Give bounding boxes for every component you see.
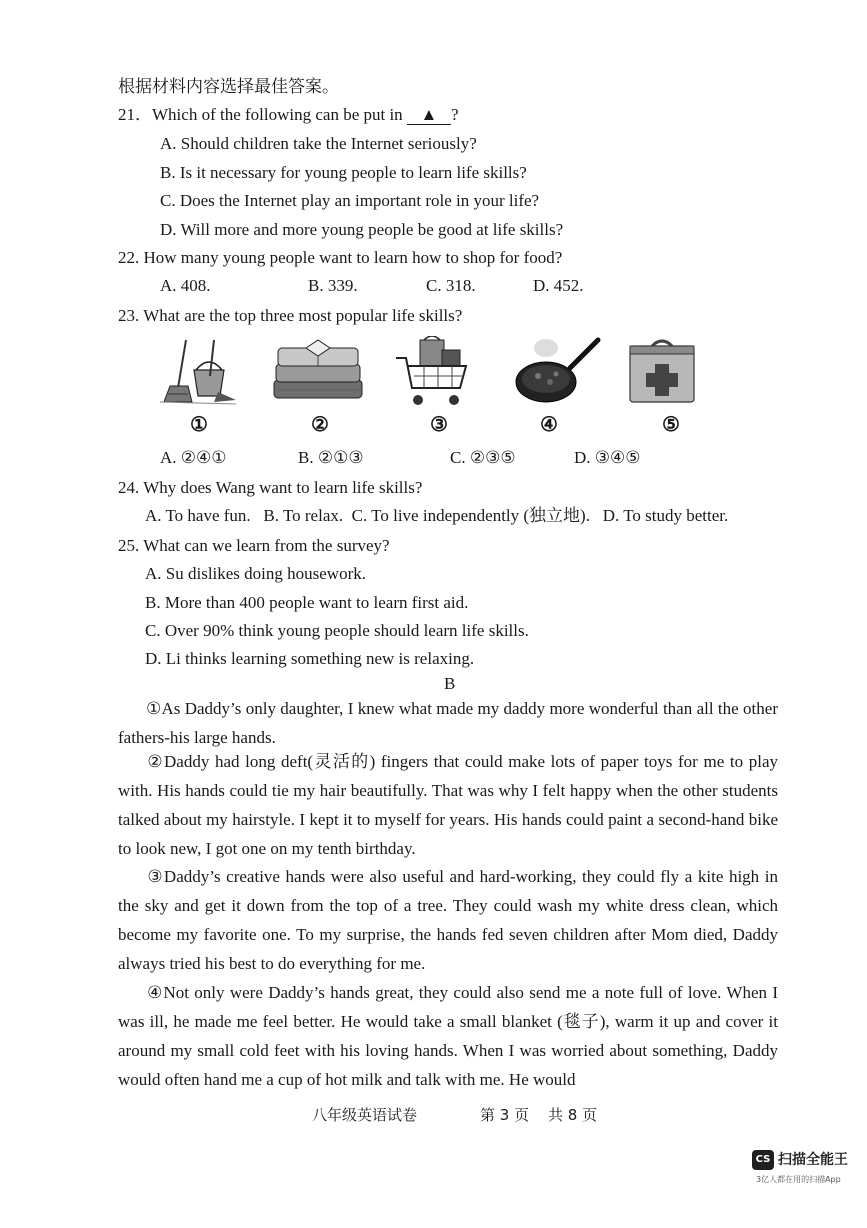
q21-blank: ▲: [407, 106, 451, 125]
q22-option-c: C. 318.: [426, 276, 476, 295]
q21-option-a: A. Should children take the Internet seriously?: [160, 134, 477, 153]
footer-paper-title: 八年级英语试卷: [312, 1106, 418, 1124]
q21-stem-text: 21．Which of the following can be put in: [118, 105, 407, 124]
q24-options: A. To have fun. B. To relax. C. To live independently (独立地). D. To study better.: [145, 506, 729, 525]
q22-option-d: D. 452.: [533, 276, 584, 295]
q21-end: ?: [450, 105, 459, 124]
picture-number-4: ④: [540, 414, 558, 436]
folded-clothes-icon: [268, 336, 368, 408]
passage-paragraph-3: [118, 862, 778, 978]
footer-page-number: 第 3 页: [480, 1106, 530, 1124]
footer-total-pages: 共 8 页: [548, 1106, 598, 1124]
q25-option-b: B. More than 400 people want to learn first aid.: [145, 593, 469, 612]
scanner-logo-badge: CS: [752, 1150, 774, 1170]
first-aid-kit-icon: [624, 336, 700, 408]
q25-option-c: C. Over 90% think young people should learn life skills.: [145, 621, 529, 640]
q22-option-b: B. 339.: [308, 276, 358, 295]
q23-option-d: D. ③④⑤: [574, 448, 641, 467]
q24-stem: 24. Why does Wang want to learn life skills?: [118, 478, 423, 497]
q21-option-c: C. Does the Internet play an important role in your life?: [160, 191, 540, 210]
q25-stem: 25. What can we learn from the survey?: [118, 536, 390, 555]
shopping-cart-icon: [394, 336, 474, 408]
q21-stem: [118, 104, 458, 126]
scanner-logo-tagline: 3亿人都在用的扫描App: [756, 1175, 841, 1184]
picture-number-2: ②: [311, 414, 329, 436]
passage-paragraph-1-text: ①As Daddy’s only daughter, I knew what made my daddy more wonderful than all the other fathers-his large hands.: [118, 699, 778, 747]
q25-option-d: D. Li thinks learning something new is relaxing.: [145, 649, 475, 668]
section-b-heading: B: [444, 674, 456, 693]
q21-option-b: B. Is it necessary for young people to learn life skills?: [160, 163, 527, 182]
passage-paragraph-2: [118, 747, 778, 863]
picture-number-1: ①: [190, 414, 208, 436]
q22-option-a: A. 408.: [160, 276, 211, 295]
scanner-logo-name: 扫描全能王: [778, 1152, 848, 1168]
q23-stem: 23. What are the top three most popular life skills?: [118, 306, 463, 325]
scanner-watermark: [752, 1150, 862, 1190]
passage-paragraph-4-text: ④Not only were Daddy’s hands great, they could also send me a note full of love. When I was ill, he made me feel better. He would take a small blanket (毯子), warm it up and cover it around my small cold feet with his loving hands. When I was worried about something, Daddy would often hand me a cup of hot milk and talk with me. He would: [118, 983, 778, 1089]
q21-option-d: D. Will more and more young people be good at life skills?: [160, 220, 564, 239]
picture-number-3: ③: [430, 414, 448, 436]
q23-option-b: B. ②①③: [298, 448, 364, 467]
passage-paragraph-1: [118, 694, 778, 752]
picture-number-5: ⑤: [662, 414, 680, 436]
instruction: 根据材料内容选择最佳答案。: [118, 77, 339, 96]
passage-paragraph-3-text: ③Daddy’s creative hands were also useful and hard-working, they could fly a kite high in the sky and get it down from the top of a tree. They could wash my white dress clean, which become my favorite one. To my surprise, the hands fed seven children after Mom died, Daddy always tried his best to do everything for me.: [118, 867, 778, 973]
passage-paragraph-4: [118, 978, 778, 1094]
broom-bucket-icon: [158, 336, 238, 408]
q23-option-a: A. ②④①: [160, 448, 227, 467]
passage-paragraph-2-text: ②Daddy had long deft(灵活的) fingers that could make lots of paper toys for me to play with. His hands could tie my hair beautifully. That was why I felt happy when the other students talked about my hairstyle. I kept it to myself for years. His hands could paint a second-hand bike to look new, I got one on my tenth birthday.: [118, 752, 778, 858]
q22-stem: 22. How many young people want to learn how to shop for food?: [118, 248, 563, 267]
q25-option-a: A. Su dislikes doing housework.: [145, 564, 366, 583]
q23-option-c: C. ②③⑤: [450, 448, 516, 467]
frying-pan-icon: [512, 336, 602, 408]
q23-pictures: [150, 336, 710, 408]
